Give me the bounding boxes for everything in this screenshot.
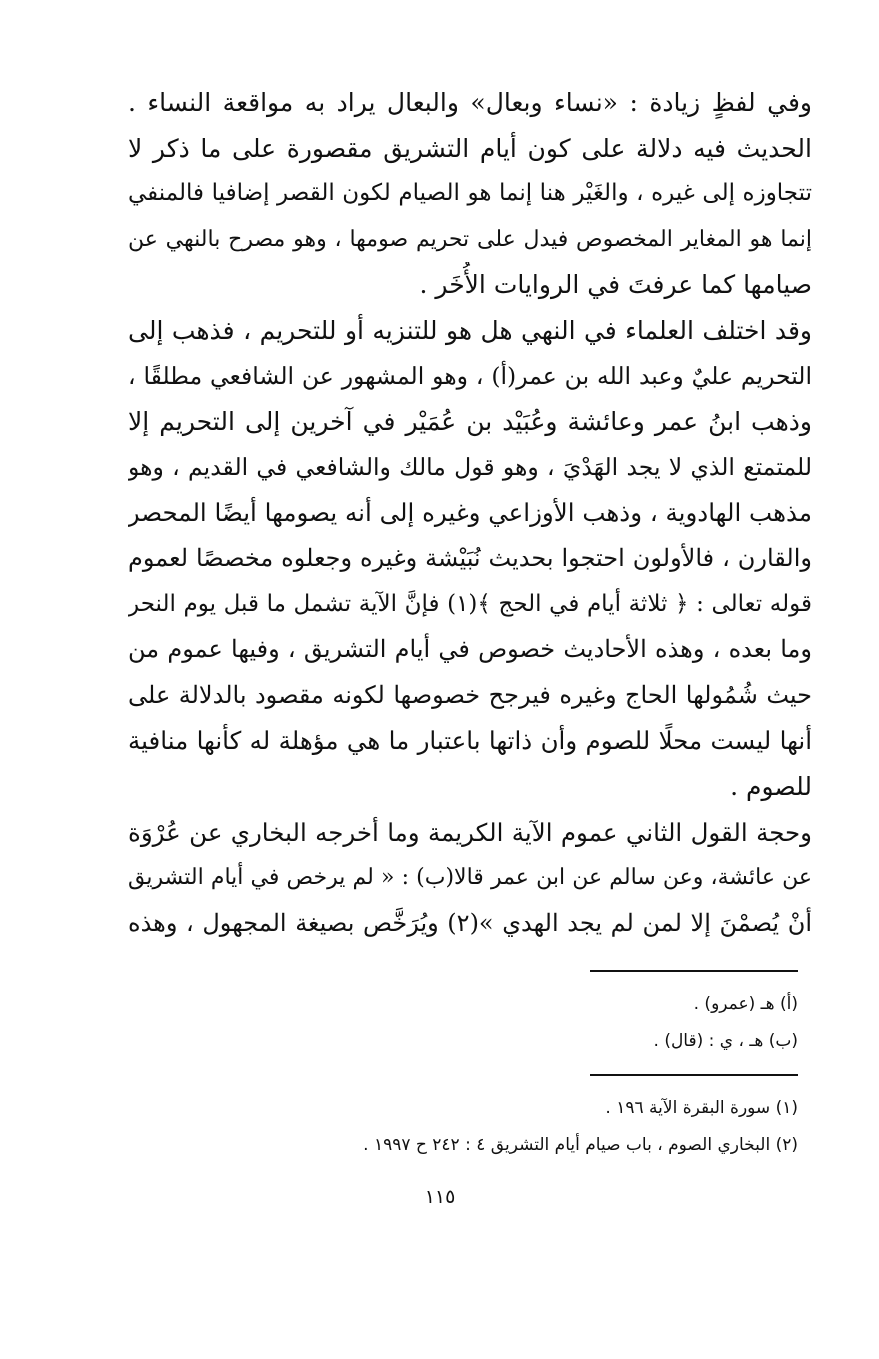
apparatus-note-b: (ب) هـ ، ي : (قال) . [653, 1031, 798, 1051]
text-line-10: مذهب الهادوية ، وذهب الأوزاعي وغيره إلى أنه يصومها أيضًا المحصر [128, 498, 812, 528]
text-line-14: حيث شُمُولها الحاج وغيره فيرجح خصوصها لكونه مقصود بالدلالة على [128, 680, 812, 709]
text-line-19: أنْ يُصمْنَ إلا لمن لم يجد الهدي »(٢) ويُرَخَّص بصيغة المجهول ، وهذه [128, 908, 812, 937]
text-line-16: للصوم . [730, 771, 812, 801]
text-line-13: وما بعده ، وهذه الأحاديث خصوص في أيام التشريق ، وفيها عموم من [128, 635, 812, 664]
main-text [128, 80, 812, 946]
text-line-18: عن عائشة، وعن سالم عن ابن عمر قالا(ب) : « لم يرخص في أيام التشريق [128, 865, 812, 891]
text-line-11: والقارن ، فالأولون احتجوا بحديث نُبَيْشة وغيره وجعلوه مخصصًا لعموم [128, 543, 812, 572]
footnote-divider [590, 1074, 798, 1076]
page-number: ١١٥ [424, 1186, 456, 1208]
text-line-2: الحديث فيه دلالة على كون أيام التشريق مقصورة على ما ذكر لا [128, 133, 812, 163]
footnote-2: (٢) البخاري الصوم ، باب صيام أيام التشريق ٤ : ٢٤٢ ح ١٩٩٧ . [363, 1135, 798, 1155]
text-line-8: وذهب ابنُ عمر وعائشة وعُبَيْد بن عُمَيْر في آخرين إلى التحريم إلا [128, 407, 812, 437]
text-line-4: إنما هو المغاير المخصوص فيدل على تحريم صومها ، وهو مصرح بالنهي عن [128, 226, 812, 252]
text-line-6: وقد اختلف العلماء في النهي هل هو للتنزيه أو للتحريم ، فذهب إلى [128, 315, 812, 345]
footnote-1: (١) سورة البقرة الآية ١٩٦ . [605, 1098, 798, 1118]
text-line-7: التحريم عليٌ وعبد الله بن عمر(أ) ، وهو المشهور عن الشافعي مطلقًا ، [128, 361, 812, 390]
text-line-5: صيامها كما عرفتَ في الروايات الأُخَر . [419, 270, 812, 300]
text-line-9: للمتمتع الذي لا يجد الهَدْيَ ، وهو قول مالك والشافعي في القديم ، وهو [128, 452, 812, 481]
apparatus-note-a: (أ) هـ (عمرو) . [693, 994, 798, 1014]
text-line-15: أنها ليست محلًا للصوم وأن ذاتها باعتبار ما هي مؤهلة له كأنها منافية [128, 726, 812, 756]
footnotes [330, 1090, 798, 1164]
apparatus-divider [590, 970, 798, 972]
text-line-3: تتجاوزه إلى غيره ، والغَيْر هنا إنما هو الصيام لكون القصر إضافيا فالمنفي [128, 180, 812, 207]
apparatus-notes [330, 986, 798, 1060]
text-line-17: وحجة القول الثاني عموم الآية الكريمة وما أخرجه البخاري عن عُرْوَة [128, 817, 812, 847]
text-line-12: قوله تعالى : ﴿ ثلاثة أيام في الحج ﴾(١) فإنَّ الآية تشمل ما قبل يوم النحر [128, 590, 812, 617]
text-line-1: وفي لفظٍ زيادة : «نساء وبعال» والبعال يراد به مواقعة النساء . [128, 88, 812, 117]
